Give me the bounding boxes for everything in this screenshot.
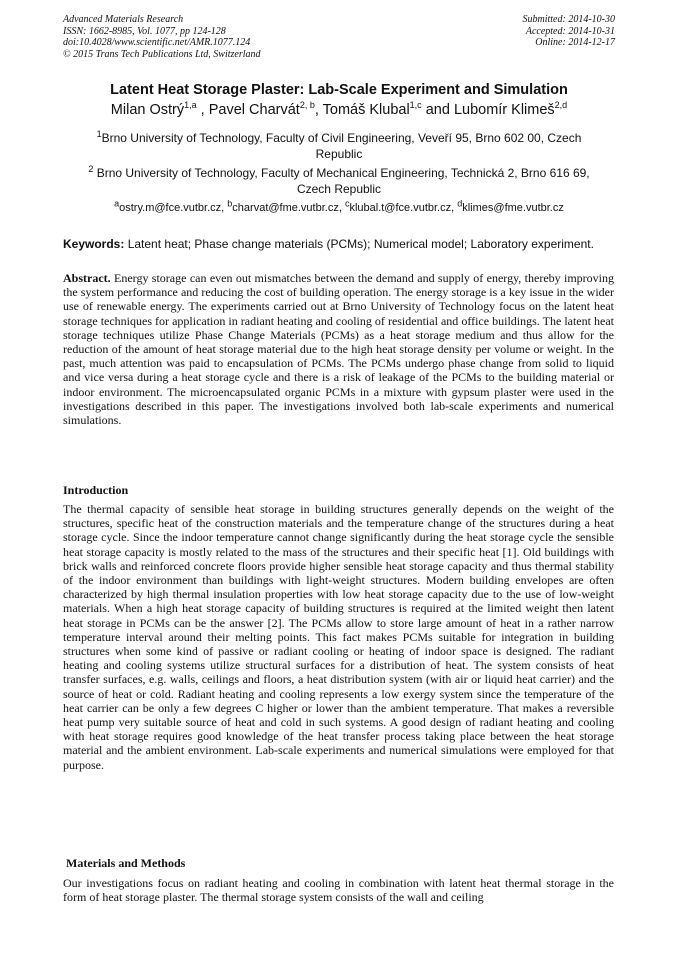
author-separator: , xyxy=(196,102,209,118)
author-sup: 1,c xyxy=(409,100,422,111)
section-heading-introduction: Introduction xyxy=(63,483,129,497)
email-sup: b xyxy=(227,198,233,209)
email-list xyxy=(40,198,638,214)
doi: doi:10.4028/www.scientific.net/AMR.1077.124 xyxy=(63,37,251,48)
author-name: Pavel Charvát xyxy=(208,102,300,118)
affiliation-text: Brno University of Technology, Faculty of Mechanical Engineering, Technická 2, Brno 616 69, Czech Republic xyxy=(93,166,590,196)
email-sup: a xyxy=(114,198,120,209)
introduction-text: The thermal capacity of sensible heat storage in building structures generally depends on the weight of the structures, specific heat of the construction materials and the temperature change of the structures during a heat storage cycle. Since the indoor temperature cannot change significantly during the heat storage cycle the sensible heat storage capacity is mostly related to the mass of the structures and their specific heat [1]. Old buildings with brick walls and reinforced concrete floors provide higher sensible heat storage capacity and thus thermal stability of the indoor environment than buildings with light-weight structures. Modern building envelopes are often characterized by high thermal insulation properties with low heat storage capacity due to the use of low-weight materials. When a high heat storage capacity of building structures is required at the limited weight then latent heat storage in PCMs can be the answer [2]. The PCMs allow to store large amount of heat in a rather narrow temperature interval around their melting points. This fact makes PCMs suitable for integration in building structures when some kind of passive or radiant cooling or heating of indoor space is designed. The radiant heating and cooling systems utilize structural surfaces for a distribution of heat. The system consists of heat transfer surfaces, e.g. walls, ceilings and floors, a heat distribution system (with air or liquid heat carrier) and the source of heat or cold. Radiant heating and cooling represents a low exergy system since the temperature of the heat carrier can be only a few degrees C higher or lower than the ambient temperature. That makes a reversible heat pump very suitable source of heat and cold in such systems. A good design of radiant heating and cooling with heat storage requires good knowledge of the heat transfer process taking place between the heat storage material and the ambient environment. Lab-scale experiments and numerical simulations were employed for that purpose. xyxy=(63,502,614,772)
abstract xyxy=(63,271,614,427)
submitted-date: Submitted: 2014-10-30 xyxy=(522,14,615,25)
journal-name: Advanced Materials Research xyxy=(63,14,184,25)
section-heading-materials-methods: Materials and Methods xyxy=(66,856,186,870)
affiliation-text: Brno University of Technology, Faculty of Civil Engineering, Veveří 95, Brno 602 00, Czech Republic xyxy=(101,131,582,161)
affiliation-2 xyxy=(72,165,606,197)
affiliation-sup: 1 xyxy=(96,129,102,139)
materials-methods-text: Our investigations focus on radiant heating and cooling in combination with latent heat thermal storage in the form of heat storage plaster. The thermal storage system consists of the wall and ceiling xyxy=(63,876,614,905)
paper-title: Latent Heat Storage Plaster: Lab-Scale Experiment and Simulation xyxy=(110,82,568,98)
email-address[interactable]: ostry.m@fce.vutbr.cz, xyxy=(119,202,228,214)
author-name: Milan Ostrý xyxy=(110,102,185,118)
author-name: Tomáš Klubal xyxy=(322,102,410,118)
copyright: © 2015 Trans Tech Publications Ltd, Switzerland xyxy=(63,48,261,60)
abstract-text: Energy storage can even out mismatches between the demand and supply of energy, thereby improving the system performance and reducing the cost of building operation. The energy storage is a key issue in the wider use of renewable energy. The experiments carried out at Brno University of Technology focus on the latent heat storage techniques for application in radiant heating and cooling of residential and office buildings. The latent heat storage techniques utilize Phase Change Materials (PCMs) as a heat storage medium and thus allow for the reduction of the amount of heat storage material due to the high heat storage density per volume or weight. In the past, much attention was paid to encapsulation of PCMs. The PCMs undergo phase change from solid to liquid and vice versa during a heat storage cycle and there is a risk of leakage of the PCMs to the building material or indoor environment. The microencapsulated organic PCMs in a mixture with gypsum plaster were used in the investigations described in this paper. The investigations involved both lab-scale experiments and numerical simulations. xyxy=(63,271,614,428)
keywords-label: Keywords: xyxy=(63,237,125,251)
email-address[interactable]: klimes@fme.vutbr.cz xyxy=(462,202,564,214)
journal-info xyxy=(63,14,363,60)
author-sup: 1,a xyxy=(184,100,197,111)
author-separator: , xyxy=(314,102,323,118)
author-sup: 2,d xyxy=(554,100,568,111)
author-name: Lubomír Klimeš xyxy=(453,102,555,118)
email-sup: c xyxy=(344,198,350,209)
abstract-label: Abstract. xyxy=(63,271,111,285)
email-address[interactable]: charvat@fme.vutbr.cz, xyxy=(232,202,345,214)
author-list xyxy=(20,102,658,118)
online-date: Online: 2014-12-17 xyxy=(535,37,615,48)
affiliation-1 xyxy=(72,130,606,162)
accepted-date: Accepted: 2014-10-31 xyxy=(525,25,615,37)
publication-dates xyxy=(415,14,615,49)
affiliation-sup: 2 xyxy=(88,164,94,174)
issn: ISSN: 1662-8985, Vol. 1077, pp 124-128 xyxy=(63,25,226,37)
author-separator: and xyxy=(421,102,454,118)
email-sup: d xyxy=(457,198,463,209)
email-address[interactable]: klubal.t@fce.vutbr.cz, xyxy=(349,202,458,214)
keywords xyxy=(63,237,623,251)
author-sup: 2, b xyxy=(299,100,315,111)
keywords-text: Latent heat; Phase change materials (PCMs); Numerical model; Laboratory experiment. xyxy=(124,237,594,251)
